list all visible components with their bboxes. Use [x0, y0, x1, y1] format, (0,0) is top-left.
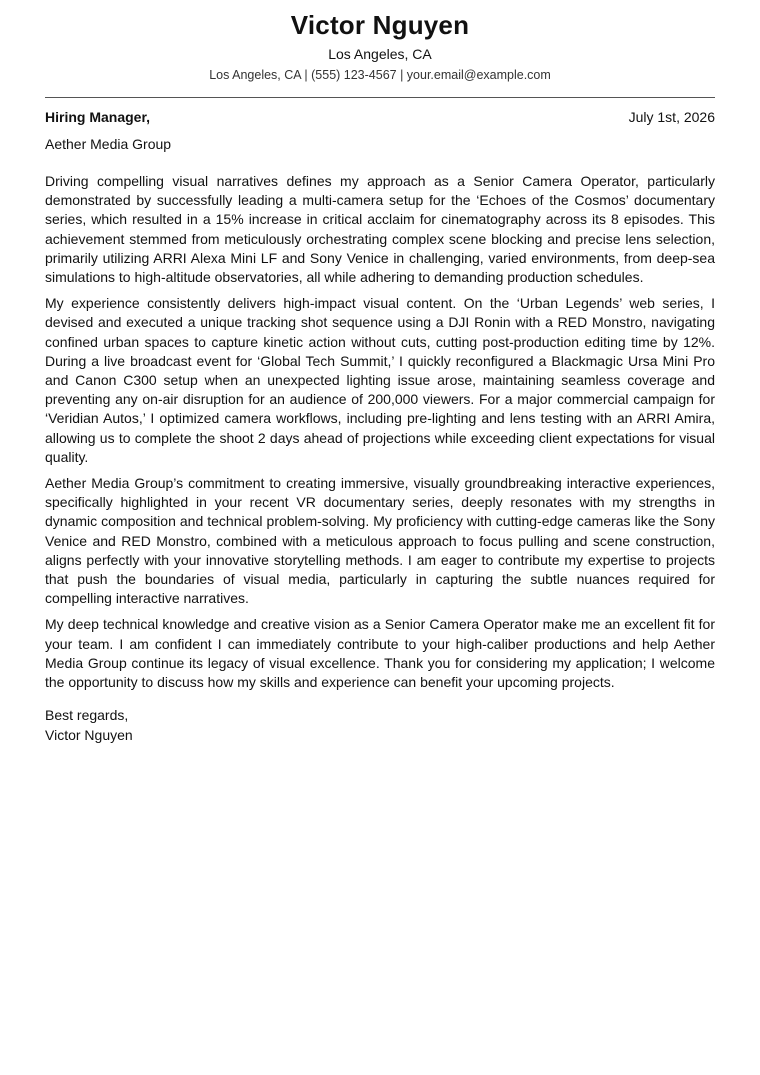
applicant-name: Victor Nguyen	[290, 10, 470, 40]
body-paragraph: Driving compelling visual narratives defines my approach as a Senior Camera Operator, particularly demonstrated by successfully leading a multi-camera setup for the ‘Echoes of the Cosmos’ documentary series, which resulted in a 15% increase in critical acclaim for cinematography across its 8 episodes. This achievement stemmed from meticulously orchestrating complex scene blocking and precise lens selection, primarily utilizing ARRI Alexa Mini LF and Sony Venice in challenging, varied environments, from deep-sea simulations to high-altitude observatories, all while adhering to demanding production schedules.	[45, 173, 715, 286]
letter-date: July 1st, 2026	[628, 109, 715, 125]
body-paragraph: My experience consistently delivers high-impact visual content. On the ‘Urban Legends’ web series, I devised and executed a unique tracking shot sequence using a DJI Ronin with a RED Monstro, navigating confined urban spaces to capture kinetic action without cuts, cutting post-production editing time by 12%. During a live broadcast event for ‘Global Tech Summit,’ I quickly reconfigured a Blackmagic Ursa Mini Pro and Canon C300 setup when an unexpected lighting issue arose, maintaining seamless coverage and preventing any on-air disruption for an audience of 200,000 viewers. For a major commercial campaign for ‘Veridian Autos,’ I optimized camera workflows, including pre-lighting and lens testing with an ARRI Amira, allowing us to complete the shoot 2 days ahead of projections while exceeding client expectations for visual quality.	[45, 295, 715, 465]
letter-body	[45, 172, 715, 692]
letter-header	[45, 0, 715, 84]
letter-closing	[45, 706, 715, 745]
salutation-row	[45, 107, 715, 127]
recipient-company: Aether Media Group	[45, 136, 172, 152]
applicant-location: Los Angeles, CA	[328, 46, 432, 62]
body-paragraph: My deep technical knowledge and creative vision as a Senior Camera Operator make me an excellent fit for your team. I am confident I can immediately contribute to your high-caliber productions and help Aether Media Group continue its legacy of visual excellence. Thank you for considering my application; I welcome the opportunity to discuss how my skills and experience can benefit your upcoming projects.	[45, 616, 715, 691]
salutation: Hiring Manager,	[45, 109, 151, 125]
signature-name: Victor Nguyen	[45, 726, 133, 743]
closing-phrase: Best regards,	[45, 707, 129, 724]
header-divider	[45, 97, 715, 98]
contact-line: Los Angeles, CA | (555) 123-4567 | your.email@example.com	[209, 68, 551, 82]
body-paragraph: Aether Media Group’s commitment to creating immersive, visually groundbreaking interactive experiences, specifically highlighted in your recent VR documentary series, deeply resonates with my strengths in dynamic composition and technical problem-solving. My proficiency with cutting-edge cameras like the Sony Venice and RED Monstro, combined with a meticulous approach to focus pulling and scene construction, aligns perfectly with your innovative storytelling methods. I am eager to contribute my expertise to projects that push the boundaries of visual media, particularly in capturing the subtle nuances required for compelling interactive narratives.	[45, 475, 715, 607]
